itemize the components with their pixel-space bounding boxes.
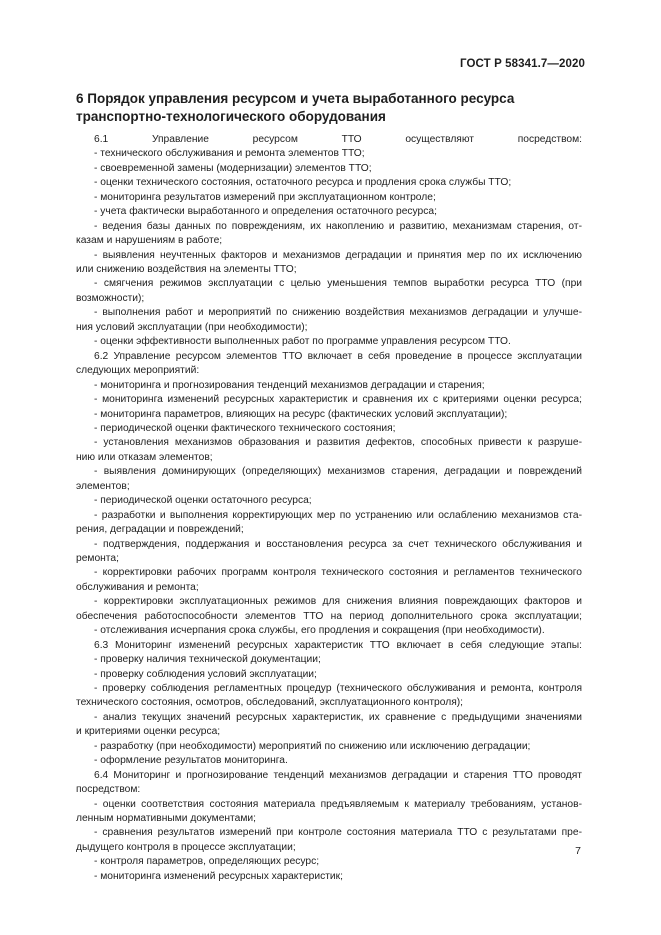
- section-title: [76, 90, 596, 126]
- body-text-line: - подтверждения, поддержания и восстановления ресурса за счет технического обслуживания и: [94, 538, 582, 550]
- body-text-line: 6.1 Управление ресурсом ТТО осуществляют посредством:: [94, 134, 582, 145]
- body-text-line: казам и нарушениям в работе;: [76, 235, 223, 247]
- section-title-line: 6 Порядок управления ресурсом и учета выработанного ресурса: [76, 91, 515, 106]
- body-text-line: следующих мероприятий:: [76, 365, 200, 377]
- body-text-line: рения, деградации и повреждений;: [76, 524, 244, 536]
- section-title-line: транспортно-технологического оборудования: [76, 109, 386, 124]
- body-text-line: и критериями оценки ресурса;: [76, 726, 221, 738]
- page-number: 7: [575, 845, 581, 857]
- body-text-line: - своевременной замены (модернизации) элементов ТТО;: [94, 162, 372, 174]
- body-text-line: - выполнения работ и мероприятий по снижению воздействия механизмов деградации и улучше-: [94, 307, 582, 319]
- body-text-line: обеспечения работоспособности элементов ТТО на период дополнительного срока эксплуатации;: [76, 610, 582, 622]
- body-text-line: ленным нормативными документами;: [76, 813, 256, 824]
- body-text-line: - ведения базы данных по повреждениям, их накоплению и развитию, механизмам старения, от-: [94, 220, 582, 232]
- document-id: ГОСТ Р 58341.7—2020: [460, 58, 585, 70]
- body-text-line: дыдущего контроля в процессе эксплуатации;: [76, 841, 296, 853]
- body-text-line: - периодической оценки фактического технического состояния;: [94, 422, 396, 434]
- body-text-line: 6.2 Управление ресурсом элементов ТТО включает в себя проведение в процессе эксплуатации: [94, 350, 582, 362]
- body-text-line: или снижению воздействия на элементы ТТО;: [76, 264, 297, 276]
- section-body: [76, 133, 582, 884]
- body-text-line: - установления механизмов образования и развития дефектов, способных привести к разруше-: [94, 437, 582, 449]
- body-text-line: ремонта;: [76, 552, 119, 564]
- body-text-line: - мониторинга изменений ресурсных характеристик и сравнения их с критериями оценки ресурса;: [94, 394, 582, 406]
- body-text-line: - корректировки эксплуатационных режимов для снижения влияния повреждающих факторов и: [94, 596, 582, 608]
- body-text-line: - разработки и выполнения корректирующих мер по устранению или ослаблению механизмов ста-: [94, 509, 582, 521]
- body-text-line: - контроля параметров, определяющих ресурс;: [94, 856, 320, 868]
- body-text-line: - мониторинга и прогнозирования тенденций механизмов деградации и старения;: [94, 379, 485, 391]
- body-text-line: - оценки соответствия состояния материала предъявляемым к материалу требованиям, установ-: [94, 798, 582, 810]
- body-text-line: элементов;: [76, 480, 130, 492]
- body-text-line: - проверку наличия технической документации;: [94, 654, 321, 666]
- body-text-line: - мониторинга результатов измерений при эксплуатационном контроле;: [94, 191, 436, 203]
- body-text-line: - проверку соблюдения регламентных процедур (технического обслуживания и ремонта, контроля: [94, 682, 582, 694]
- body-text-line: нию или отказам элементов;: [76, 451, 213, 463]
- body-text-line: - оформление результатов мониторинга.: [94, 755, 288, 767]
- body-text-line: - проверку соблюдения условий эксплуатации;: [94, 668, 317, 680]
- body-text-line: - выявления неучтенных факторов и механизмов деградации и принятия мер по их исключению: [94, 249, 582, 261]
- body-text-line: - сравнения результатов измерений при контроле состояния материала ТТО с результатами пре-: [94, 827, 582, 839]
- body-text-line: ния условий эксплуатации (при необходимости);: [76, 321, 308, 333]
- body-text-line: обслуживания и ремонта;: [76, 581, 199, 593]
- body-text-line: 6.4 Мониторинг и прогнозирование тенденций механизмов деградации и старения ТТО проводят: [94, 769, 582, 781]
- body-text-line: - мониторинга параметров, влияющих на ресурс (фактических условий эксплуатации);: [94, 408, 508, 420]
- body-text-line: - выявления доминирующих (определяющих) механизмов старения, деградации и повреждений: [94, 466, 582, 478]
- body-text-line: посредством:: [76, 784, 141, 796]
- body-text-line: - технического обслуживания и ремонта элементов ТТО;: [94, 148, 365, 160]
- body-text-line: возможности);: [76, 292, 145, 304]
- body-text-line: - оценки эффективности выполненных работ по программе управления ресурсом ТТО.: [94, 336, 511, 348]
- body-text-line: - оценки технического состояния, остаточного ресурса и продления срока службы ТТО;: [94, 177, 512, 189]
- body-text-line: - периодической оценки остаточного ресурса;: [94, 495, 312, 507]
- body-text-line: - корректировки рабочих программ контроля технического состояния и регламентов технического: [94, 567, 582, 579]
- body-text-line: - анализ текущих значений ресурсных характеристик, их сравнение с предыдущими значениями: [94, 711, 582, 723]
- body-text-line: - отслеживания исчерпания срока службы, его продления и сокращения (при необходимости).: [94, 625, 545, 637]
- body-text-line: - разработку (при необходимости) мероприятий по снижению или исключению деградации;: [94, 740, 531, 752]
- body-text-line: 6.3 Мониторинг изменений ресурсных характеристик ТТО включает в себя следующие этапы:: [94, 639, 582, 651]
- body-text-line: - учета фактически выработанного и определения остаточного ресурса;: [94, 206, 437, 218]
- body-text-line: технического состояния, осмотров, обследований, эксплуатационного контроля);: [76, 697, 464, 709]
- body-text-line: - смягчения режимов эксплуатации с целью уменьшения темпов выработки ресурса ТТО (при: [94, 278, 582, 290]
- body-text-line: - мониторинга изменений ресурсных характеристик;: [94, 870, 343, 882]
